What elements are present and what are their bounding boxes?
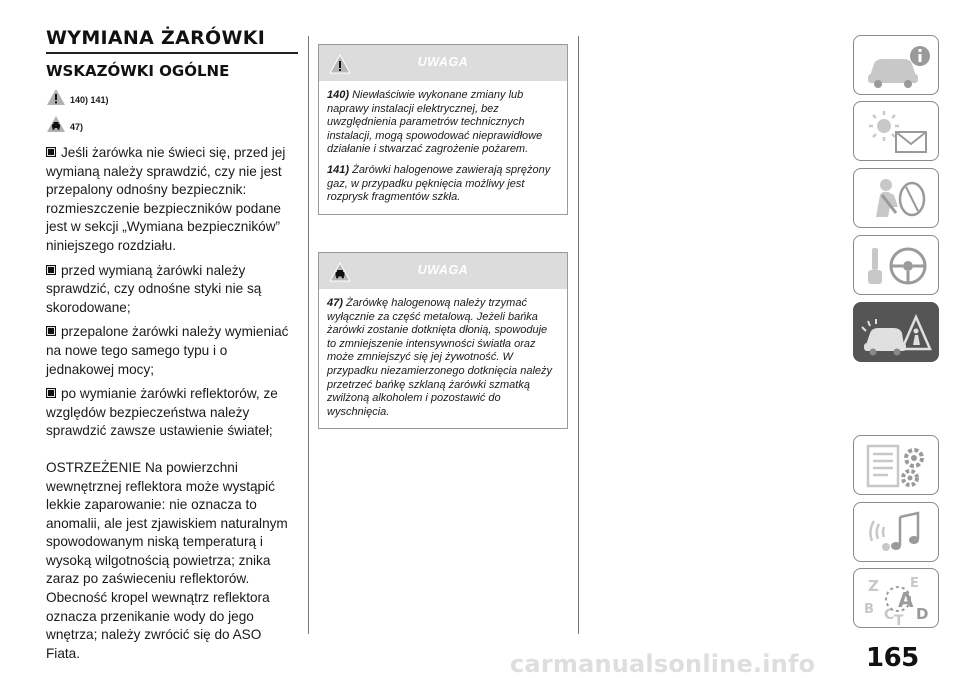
tab-emergency[interactable] xyxy=(853,302,939,362)
checkbox-bullet-icon xyxy=(46,147,56,157)
note-paragraph: OSTRZEŻENIE Na powierzchni wewnętrznej reflektora może wystąpić lekkie zaparowanie: nie oznacza to anomalii, ale jest zjawiskiem naturalnym spowodowanym niską temperaturą i wysoką wilgotnością powietrza; znika zaraz po zaświeceniu reflektorów. Obecność kropel wewnątrz reflektora oznacza przenikanie wody do jego wnętrza; należy zwrócić się do ASO Fiata. xyxy=(46,459,288,661)
index-letter: E xyxy=(910,576,919,591)
caution-item xyxy=(327,297,559,419)
list-item xyxy=(46,262,298,318)
tab-technical-data[interactable] xyxy=(853,502,939,562)
watermark: carmanualsonline.info xyxy=(510,650,816,678)
caution-reference xyxy=(46,113,298,135)
index-letter: B xyxy=(864,602,874,617)
emergency-icon xyxy=(860,307,934,359)
maintenance-icon xyxy=(860,440,934,492)
tab-car-info[interactable] xyxy=(853,35,939,95)
warning-item-text: Niewłaściwie wykonane zmiany lub naprawy instalacji elektrycznej, bez uwzględnienia parametrów technicznych instalacji, mogą spowodować nieprawidłowe działanie i stwarzać zagrożenie pożarem. xyxy=(327,89,543,156)
caution-reference-numbers: 47) xyxy=(70,122,84,132)
warning-triangle-icon xyxy=(46,88,66,106)
index-letter: T xyxy=(894,613,904,625)
tab-safety[interactable] xyxy=(853,168,939,228)
checkbox-bullet-icon xyxy=(46,265,56,275)
warning-box-title: UWAGA xyxy=(417,55,469,69)
main-text-column xyxy=(46,26,298,663)
column-divider-left xyxy=(308,36,309,634)
list-item-text: przepalone żarówki należy wymieniać na nowe tego samego typu i o jednakowej mocy; xyxy=(46,324,289,377)
warning-box xyxy=(318,44,568,215)
list-item-text: Jeśli żarówka nie świeci się, przed jej wymianą należy sprawdzić, czy nie jest przepalony odnośny bezpiecznik: rozmieszczenie bezpieczników podane jest w sekcji „Wymiana bezpieczników” niniejszego rozdziału. xyxy=(46,145,286,253)
tab-warning-lights[interactable] xyxy=(853,101,939,161)
list-item-text: po wymianie żarówki reflektorów, ze względów bezpieczeństwa należy sprawdzić zawsze ustawienie świateł; xyxy=(46,386,278,439)
index-letter: C xyxy=(884,607,895,623)
warning-box-header xyxy=(319,45,567,81)
title-underline xyxy=(46,52,298,54)
warning-item-text: Żarówki halogenowe zawierają sprężony gaz, w przypadku pęknięcia możliwy jest rozprysk fragmentów szkła. xyxy=(327,163,551,204)
index-icon xyxy=(860,573,934,625)
caution-item-number: 47) xyxy=(327,297,343,309)
caution-box xyxy=(318,252,568,429)
caution-box-header xyxy=(319,253,567,289)
page-title: WYMIANA ŻARÓWKI xyxy=(46,27,266,49)
section-subtitle: WSKAZÓWKI OGÓLNE xyxy=(46,62,230,80)
column-divider-right xyxy=(578,36,579,634)
warning-item xyxy=(327,89,559,157)
tab-maintenance[interactable] xyxy=(853,435,939,495)
checkbox-bullet-icon xyxy=(46,326,56,336)
checkbox-bullet-icon xyxy=(46,388,56,398)
warning-lights-icon xyxy=(860,106,934,158)
index-letter: D xyxy=(916,605,929,623)
list-item-text: przed wymianą żarówki należy sprawdzić, czy odnośne styki nie są skorodowane; xyxy=(46,262,262,315)
car-caution-icon xyxy=(46,115,66,133)
caution-item-text: Żarówkę halogenową należy trzymać wyłącznie za część metalową. Jeżeli bańka żarówki zostanie dotknięta dłonią, spowoduje to zmniejszenie intensywności światła oraz może zmniejszyć się jej żywotność. W przypadku niezamierzonego dotknięcia należy przetrzeć bańkę szklaną żarówki szmatką zwilżoną alkoholem i pozostawić do wyschnięcia. xyxy=(327,297,553,418)
warning-item xyxy=(327,164,559,205)
index-letter: A xyxy=(898,588,914,612)
caution-box-title: UWAGA xyxy=(417,263,469,277)
warning-box-body xyxy=(319,81,567,214)
caution-box-body xyxy=(319,289,567,428)
technical-data-icon xyxy=(860,507,934,559)
starting-driving-icon xyxy=(860,240,934,292)
safety-airbag-icon xyxy=(860,173,934,225)
warning-item-number: 140) xyxy=(327,89,350,101)
tab-index[interactable] xyxy=(853,568,939,628)
index-letter: Z xyxy=(868,577,879,595)
warning-reference xyxy=(46,86,298,108)
tab-starting-driving[interactable] xyxy=(853,235,939,295)
page-number: 165 xyxy=(866,643,919,673)
list-item xyxy=(46,385,298,441)
list-item xyxy=(46,144,298,256)
list-item xyxy=(46,323,298,379)
warning-reference-numbers: 140) 141) xyxy=(70,95,109,105)
car-info-icon xyxy=(860,40,934,92)
warning-item-number: 141) xyxy=(327,163,350,176)
